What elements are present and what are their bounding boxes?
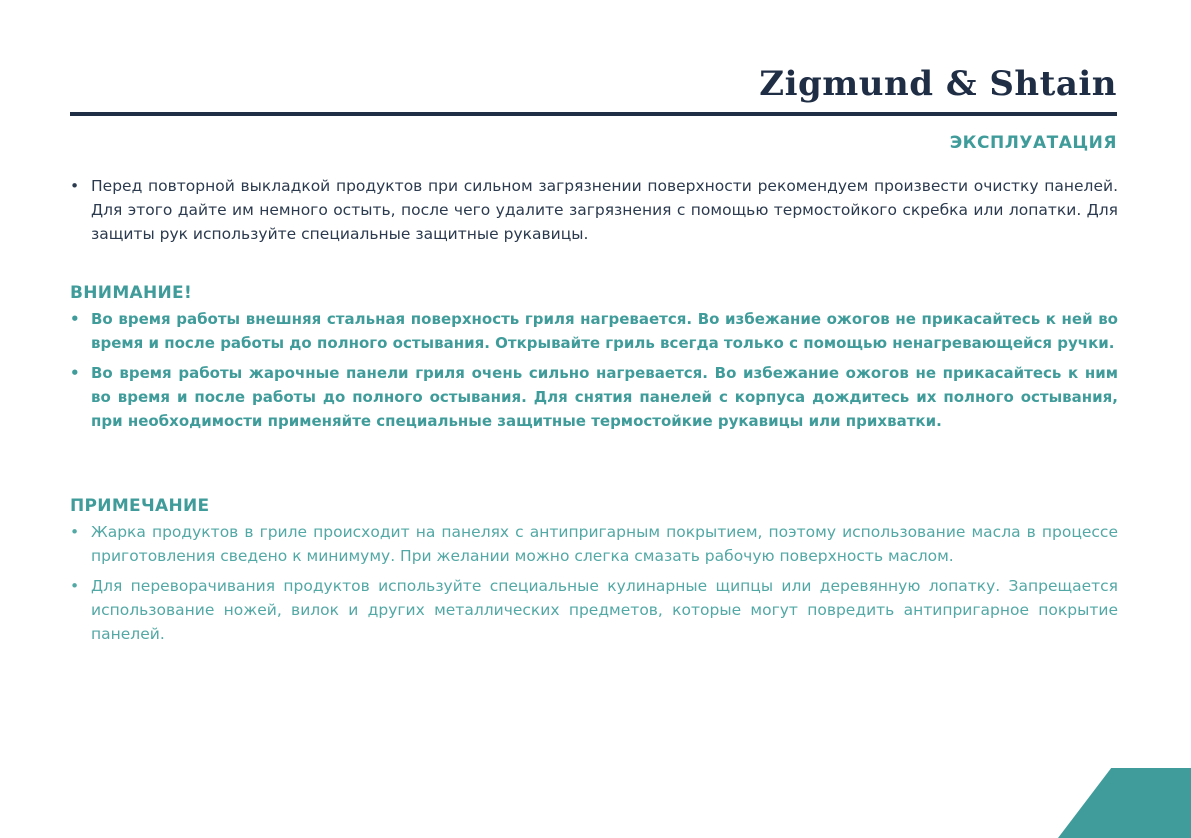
bullet-icon: •	[70, 577, 80, 595]
note-item-text: Жарка продуктов в гриле происходит на панелях с антипригарным покрытием, поэтому использование масла в процессе приготовления сведено к минимуму. При желании можно слегка смазать рабочую поверхность маслом.	[91, 523, 1118, 565]
intro-text: Перед повторной выкладкой продуктов при сильном загрязнении поверхности рекомендуем произвести очистку панелей. Для этого дайте им немного остыть, после чего удалите загрязнения с помощью термостойкого скребка или лопатки. Для защиты рук используйте специальные защитные рукавицы.	[91, 177, 1118, 243]
attention-item-text: Во время работы жарочные панели гриля очень сильно нагревается. Во избежание ожогов не прикасайтесь к ним во время и после работы до полного остывания. Для снятия панелей с корпуса дождитесь их полного остывания, при необходимости применяйте специальные защитные термостойкие рукавицы или прихватки.	[91, 364, 1118, 430]
bullet-icon: •	[70, 364, 80, 382]
note-item-text: Для переворачивания продуктов используйте специальные кулинарные щипцы или деревянную лопатку. Запрещается использование ножей, вилок и других металлических предметов, которые могут повредить антипригарное покрытие панелей.	[91, 577, 1118, 643]
note-heading: ПРИМЕЧАНИЕ	[70, 496, 210, 516]
list-item	[70, 574, 1118, 646]
bullet-icon: •	[70, 310, 80, 328]
header-divider	[70, 112, 1117, 116]
bullet-icon: •	[70, 177, 80, 195]
section-title: ЭКСПЛУАТАЦИЯ	[949, 133, 1117, 153]
attention-section	[70, 283, 1118, 439]
list-item	[70, 307, 1118, 355]
note-section	[70, 496, 1118, 652]
attention-item-text: Во время работы внешняя стальная поверхность гриля нагревается. Во избежание ожогов не прикасайтесь к ней во время и после работы до полного остывания. Открывайте гриль всегда только с помощью ненагревающейся ручки.	[91, 310, 1118, 352]
brand-logo: Zigmund & Shtain	[759, 64, 1117, 104]
list-item	[70, 361, 1118, 433]
bullet-icon: •	[70, 523, 80, 541]
list-item	[70, 174, 1118, 246]
intro-section	[70, 174, 1118, 252]
attention-heading: ВНИМАНИЕ!	[70, 283, 193, 303]
corner-decoration	[1058, 768, 1191, 838]
list-item	[70, 520, 1118, 568]
